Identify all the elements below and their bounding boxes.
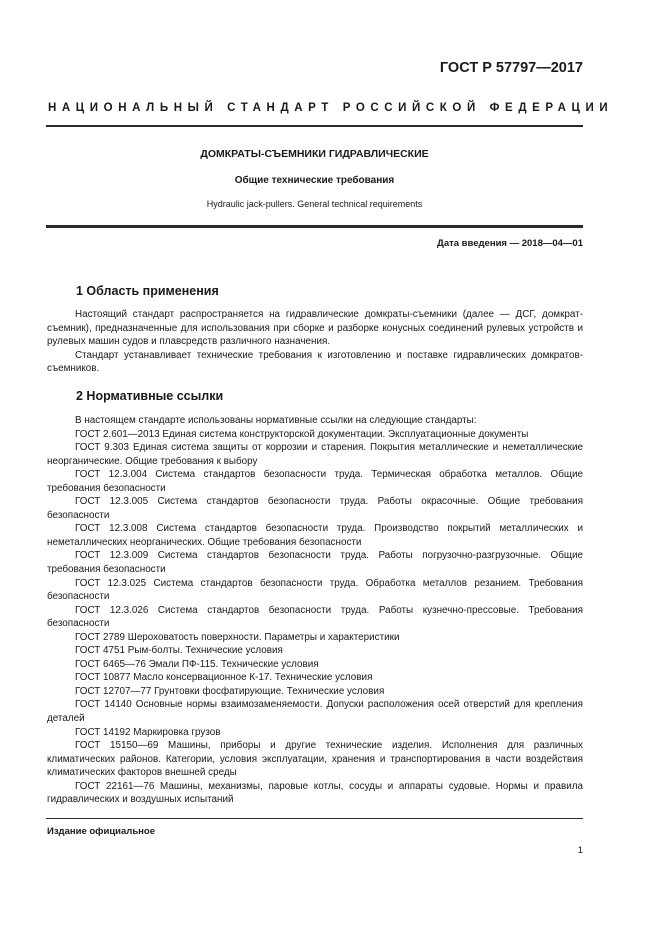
- reference-item: ГОСТ 12.3.004 Система стандартов безопасности труда. Термическая обработка металлов. Общие требования безопасности: [47, 469, 583, 494]
- page-number: 1: [577, 845, 583, 856]
- reference-item: ГОСТ 12707—77 Грунтовки фосфатирующие. Технические условия: [75, 685, 385, 697]
- reference-item: ГОСТ 12.3.009 Система стандартов безопасности труда. Работы погрузочно-разгрузочные. Общие требования безопасности: [47, 550, 583, 576]
- section-2-body: [47, 414, 583, 807]
- reference-item: ГОСТ 2789 Шероховатость поверхности. Параметры и характеристики: [75, 631, 400, 643]
- reference-item: ГОСТ 6465—76 Эмали ПФ-115. Технические условия: [75, 658, 319, 670]
- reference-item: ГОСТ 15150—69 Машины, приборы и другие технические изделия. Исполнения для различных климатических районов. Категории, условия эксплуатации, хранения и транспортирования в части воздействия климатических факторов внешней среды: [47, 740, 583, 779]
- reference-item: ГОСТ 10877 Масло консервационное К-17. Технические условия: [75, 672, 373, 684]
- document-subtitle: Общие технические требования: [234, 175, 395, 186]
- paragraph: В настоящем стандарте использованы нормативные ссылки на следующие стандарты:: [75, 415, 477, 426]
- title-divider: [46, 225, 583, 228]
- paragraph: Стандарт устанавливает технические требования к изготовлению и поставке гидравлических домкратов-съемников.: [47, 349, 583, 375]
- official-edition-label: Издание официальное: [47, 826, 155, 837]
- section-1-body: [47, 308, 583, 376]
- reference-item: ГОСТ 12.3.005 Система стандартов безопасности труда. Работы окрасочные. Общие требования безопасности: [47, 496, 583, 521]
- standard-number: ГОСТ Р 57797—2017: [439, 60, 583, 76]
- reference-item: ГОСТ 14140 Основные нормы взаимозаменяемости. Допуски расположения осей отверстий для крепления деталей: [47, 699, 583, 725]
- section-1-heading: 1 Область применения: [76, 284, 219, 298]
- reference-item: ГОСТ 4751 Рым-болты. Технические условия: [75, 645, 283, 657]
- reference-item: ГОСТ 9.303 Единая система защиты от коррозии и старения. Покрытия металлические и неметаллические неорганические. Общие требования к выбору: [47, 442, 583, 467]
- reference-item: ГОСТ 14192 Маркировка грузов: [75, 726, 221, 738]
- reference-item: ГОСТ 12.3.026 Система стандартов безопасности труда. Работы кузнечно-прессовые. Требования безопасности: [47, 604, 583, 630]
- document-title: ДОМКРАТЫ-СЪЕМНИКИ ГИДРАВЛИЧЕСКИЕ: [200, 148, 429, 160]
- section-2-heading: 2 Нормативные ссылки: [76, 389, 224, 403]
- national-standard-title: НАЦИОНАЛЬНЫЙ СТАНДАРТ РОССИЙСКОЙ ФЕДЕРАЦИИ: [48, 102, 614, 114]
- introduction-date: Дата введения — 2018—04—01: [437, 238, 583, 249]
- top-divider: [46, 125, 583, 127]
- paragraph: Настоящий стандарт распространяется на гидравлические домкраты-съемники (далее — ДСГ, домкрат-съемник), предназначенные для использования при сборке и разборке конусных соединений рулевых устройств и рулевых машин судов и плавсредств различного назначения.: [47, 309, 583, 348]
- english-title: Hydraulic jack-pullers. General technical requirements: [206, 199, 423, 209]
- reference-item: ГОСТ 22161—76 Машины, механизмы, паровые котлы, сосуды и аппараты судовые. Нормы и правила гидравлических и воздушных испытаний: [47, 780, 583, 806]
- reference-item: ГОСТ 12.3.025 Система стандартов безопасности труда. Обработка металлов резанием. Требования безопасности: [47, 577, 583, 603]
- reference-item: ГОСТ 2.601—2013 Единая система конструкторской документации. Эксплуатационные документы: [75, 428, 529, 440]
- reference-item: ГОСТ 12.3.008 Система стандартов безопасности труда. Производство покрытий металлических и неметаллических неорганических. Общие требования безопасности: [47, 523, 583, 548]
- footer-divider: [46, 818, 583, 819]
